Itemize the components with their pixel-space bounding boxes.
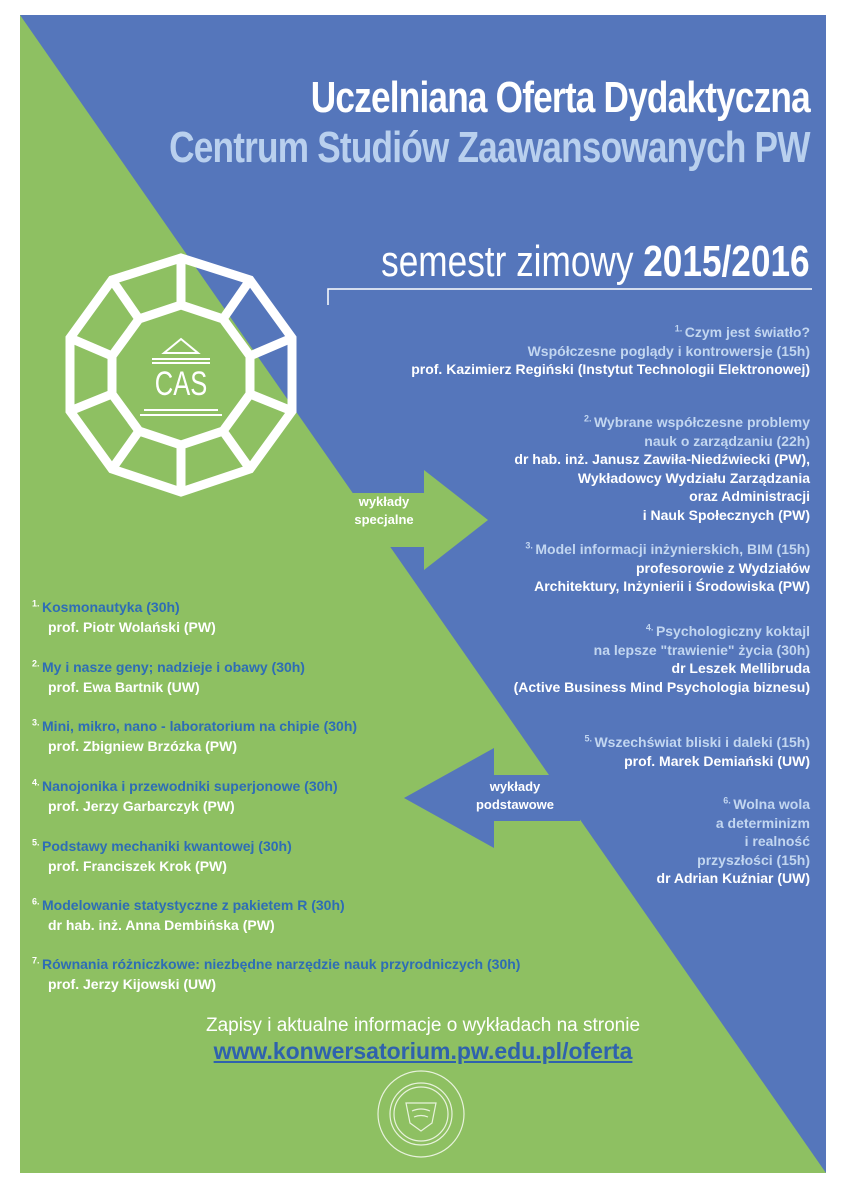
basic-lecture-lecturer: prof. Jerzy Kijowski (UW) — [48, 975, 217, 992]
basic-lecture-title: $^{4.}$ Nanojonika i przewodniki superjonowe (30h) — [32, 777, 338, 794]
special-lecture-item — [411, 323, 810, 379]
lecture-number: 6. — [723, 795, 734, 806]
basic-lecture-lecturer: prof. Piotr Wolański (PW) — [48, 618, 216, 635]
lecture-number: 2. — [32, 658, 43, 669]
special-lecture-title: $^{6.}$ Wolna wola — [723, 795, 810, 812]
lecture-number: 5. — [584, 733, 595, 744]
lecture-number: 4. — [645, 622, 656, 633]
basic-lecture-title: $^{2.}$ My i nasze geny; nadzieje i obawy (30h) — [32, 658, 305, 675]
lecture-number: 1. — [674, 323, 685, 334]
basic-lecture-title: $^{5.}$ Podstawy mechaniki kwantowej (30h) — [32, 837, 292, 854]
lecture-number: 1. — [32, 598, 43, 609]
special-lecture-lecturer: dr Adrian Kuźniar (UW) — [656, 870, 810, 886]
basic-lecture-item — [32, 777, 338, 816]
special-lecture-title: $^{5.}$ Wszechświat bliski i daleki (15h) — [584, 733, 810, 750]
semester-prefix: semestr zimowy — [381, 237, 634, 286]
footer-info: Zapisy i aktualne informacje o wykładach na stronie — [205, 1015, 641, 1036]
special-lecture-title: i realność — [744, 833, 810, 849]
basic-lecture-item — [32, 658, 305, 697]
lecture-number: 3. — [32, 717, 43, 728]
lecture-number: 5. — [32, 837, 43, 848]
special-lecture-lecturer: profesorowie z Wydziałów — [636, 559, 810, 576]
basic-lecture-item — [32, 896, 345, 935]
special-lecture-lecturer: dr hab. inż. Janusz Zawiła-Niedźwiecki (PW), — [514, 451, 810, 467]
lecture-number: 4. — [32, 777, 43, 788]
special-lecture-title: $^{4.}$ Psychologiczny koktajl — [645, 622, 810, 639]
poster — [20, 15, 826, 1173]
special-lecture-item — [525, 540, 810, 596]
basic-lecture-item — [32, 717, 357, 756]
semester-year: 2015/2016 — [643, 237, 810, 286]
special-lecture-lecturer: (Active Business Mind Psychologia biznesu) — [513, 678, 810, 695]
special-lecture-title: $^{1.}$ Czym jest światło? — [674, 323, 810, 340]
lecture-number: 7. — [32, 955, 43, 966]
special-lecture-title: przyszłości (15h) — [697, 851, 810, 868]
page-subtitle: Centrum Studiów Zaawansowanych PW — [169, 123, 810, 172]
special-lecture-lecturer: oraz Administracji — [689, 488, 810, 504]
basic-lecture-title: $^{1.}$ Kosmonautyka (30h) — [32, 598, 180, 615]
special-lecture-lecturer: Architektury, Inżynierii i Środowiska (PW) — [534, 578, 810, 594]
special-lecture-item — [514, 622, 810, 696]
lecture-number: 3. — [525, 540, 536, 551]
basic-lecture-lecturer: prof. Franciszek Krok (PW) — [48, 857, 227, 874]
lecture-number: 6. — [32, 896, 43, 907]
special-lecture-title: Współczesne poglądy i kontrowersje (15h) — [527, 342, 810, 359]
special-lecture-lecturer: dr Leszek Mellibruda — [671, 660, 810, 676]
lecture-number: 2. — [583, 413, 594, 424]
basic-lecture-item — [32, 837, 292, 876]
special-lecture-lecturer: i Nauk Społecznych (PW) — [642, 506, 810, 523]
basic-lecture-lecturer: prof. Ewa Bartnik (UW) — [48, 678, 200, 695]
logo-label: CAS — [154, 365, 208, 403]
semester-heading — [382, 237, 810, 287]
special-lecture-item — [514, 413, 810, 524]
special-lecture-lecturer: prof. Marek Demiański (UW) — [624, 752, 810, 769]
special-lecture-title: a determinizm — [715, 814, 810, 831]
basic-lecture-lecturer: dr hab. inż. Anna Dembińska (PW) — [48, 916, 275, 933]
basic-lecture-title: $^{6.}$ Modelowanie statystyczne z pakietem R (30h) — [32, 896, 345, 913]
special-lecture-title: $^{3.}$ Model informacji inżynierskich, BIM (15h) — [525, 540, 810, 557]
special-lecture-lecturer: Wykładowcy Wydziału Zarządzania — [577, 469, 810, 486]
basic-lecture-lecturer: prof. Jerzy Garbarczyk (PW) — [48, 797, 235, 814]
basic-lecture-lecturer: prof. Zbigniew Brzózka (PW) — [48, 737, 237, 754]
special-lecture-lecturer: prof. Kazimierz Regiński (Instytut Technologii Elektronowej) — [411, 361, 810, 377]
special-lecture-title: $^{2.}$ Wybrane współczesne problemy — [583, 413, 810, 430]
special-lecture-title: nauk o zarządzaniu (22h) — [644, 432, 810, 449]
footer-url-link[interactable]: www.konwersatorium.pw.edu.pl/oferta — [213, 1038, 633, 1064]
arrow-basic-label: wykłady podstawowe — [475, 779, 554, 812]
basic-lecture-title: $^{3.}$ Mini, mikro, nano - laboratorium na chipie (30h) — [32, 717, 358, 734]
page-title: Uczelniana Oferta Dydaktyczna — [310, 73, 810, 122]
special-lecture-item — [584, 733, 810, 770]
arrow-special-label: wykłady specjalne — [354, 494, 414, 527]
special-lecture-title: na lepsze "trawienie" życia (30h) — [593, 641, 810, 658]
special-lecture-item — [657, 795, 810, 888]
basic-lecture-item — [32, 598, 216, 637]
basic-lecture-item — [32, 955, 520, 994]
basic-lecture-title: $^{7.}$ Równania różniczkowe: niezbędne narzędzie nauk przyrodniczych (30h) — [32, 955, 521, 972]
